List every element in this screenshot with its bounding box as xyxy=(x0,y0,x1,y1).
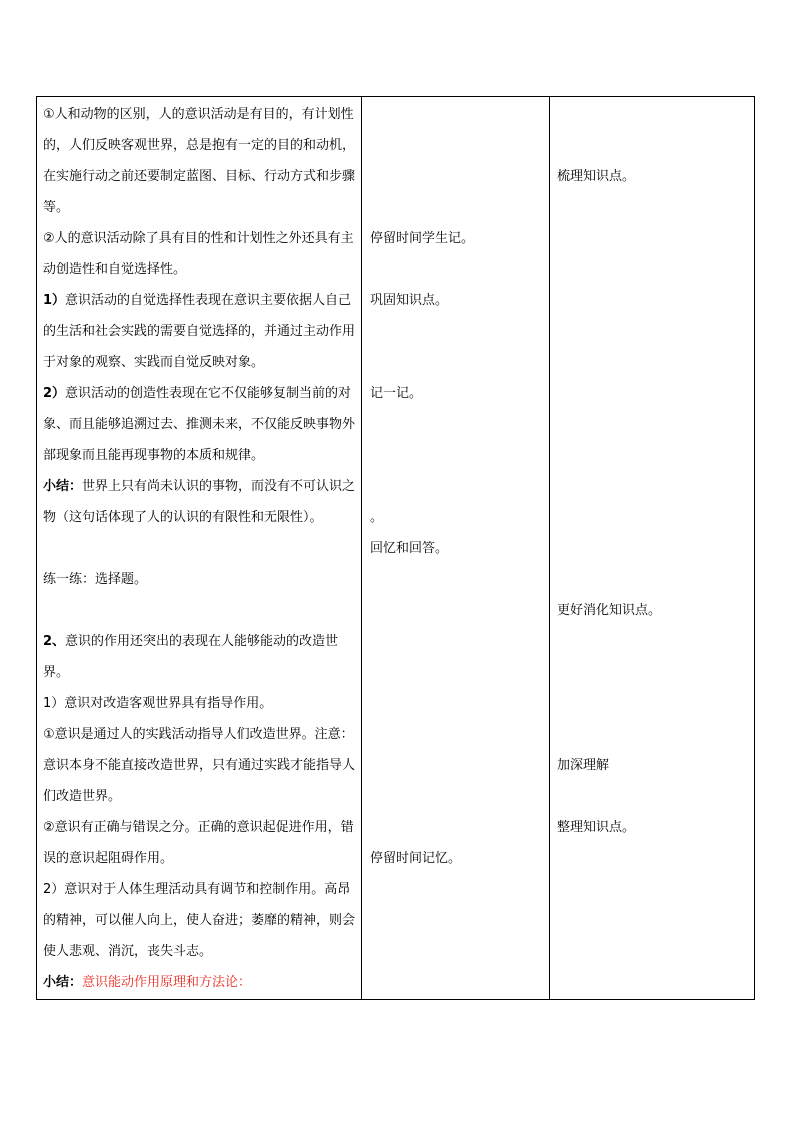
intent-sort-knowledge: 梳理知识点。 xyxy=(557,169,636,184)
summary-label: 小结： xyxy=(43,479,83,494)
paragraph-selectivity xyxy=(43,285,359,378)
item-number: 1） xyxy=(43,293,66,308)
intent-digest-knowledge: 更好消化知识点。 xyxy=(557,603,662,618)
item-number: 2） xyxy=(43,386,66,401)
lesson-plan-table xyxy=(36,96,755,1000)
paragraph-creativity-selectivity: ②人的意识活动除了具有目的性和计划性之外还具有主动创造性和自觉选择性。 xyxy=(43,231,354,277)
paragraph-creativity xyxy=(43,378,359,471)
paragraph-transform-world xyxy=(43,626,359,688)
paragraph-correct-wrong: ②意识有正确与错误之分。正确的意识起促进作用，错误的意识起阻碍作用。 xyxy=(43,820,354,866)
summary-text-red: 意识能动作用原理和方法论： xyxy=(82,975,252,990)
teaching-content-column xyxy=(43,97,359,999)
paragraph-human-animal-difference: ①人和动物的区别，人的意识活动是有目的，有计划性的，人们反映客观世界，总是抱有一定的目的和动机，在实施行动之前还要制定蓝图、目标、行动方式和步骤等。 xyxy=(43,107,356,215)
summary-cognition xyxy=(43,471,359,533)
student-activity-column xyxy=(370,97,546,999)
note-consolidate: 巩固知识点。 xyxy=(370,293,449,308)
intent-deepen-understanding: 加深理解 xyxy=(557,758,610,773)
note-period: 。 xyxy=(370,510,384,525)
summary-methodology xyxy=(43,967,359,998)
column-divider xyxy=(549,97,550,999)
summary-label: 小结： xyxy=(43,975,83,990)
column-divider xyxy=(361,97,362,999)
summary-text: 世界上只有尚未认识的事物，而没有不可认识之物（这句话体现了人的认识的有限性和无限性）。 xyxy=(43,479,356,525)
note-student-record: 停留时间学生记。 xyxy=(370,231,475,246)
paragraph-practice-guidance: ①意识是通过人的实践活动指导人们改造世界。注意：意识本身不能直接改造世界，只有通过实践才能指导人们改造世界。 xyxy=(43,727,356,804)
paragraph-text: 意识活动的创造性表现在它不仅能够复制当前的对象、而且能够追溯过去、推测未来，不仅能反映事物外部现象而且能再现事物的本质和规律。 xyxy=(43,386,356,463)
note-pause-memorize: 停留时间记忆。 xyxy=(370,851,462,866)
intent-organize-knowledge: 整理知识点。 xyxy=(557,820,636,835)
note-recall-answer: 回忆和回答。 xyxy=(370,541,449,556)
exercise-line: 练一练：选择题。 xyxy=(43,572,148,587)
paragraph-physiology: 2）意识对于人体生理活动具有调节和控制作用。高昂的精神，可以催人向上，使人奋进；萎靡的精神，则会使人悲观、消沉，丧失斗志。 xyxy=(43,882,356,959)
paragraph-text: 意识的作用还突出的表现在人能够能动的改造世界。 xyxy=(43,634,339,680)
design-intent-column xyxy=(557,97,747,999)
item-number: 2、 xyxy=(43,634,66,649)
paragraph-text: 意识活动的自觉选择性表现在意识主要依据人自己的生活和社会实践的需要自觉选择的，并通过主动作用于对象的观察、实践而自觉反映对象。 xyxy=(43,293,356,370)
paragraph-guidance: 1）意识对改造客观世界具有指导作用。 xyxy=(43,696,273,711)
note-memorize: 记一记。 xyxy=(370,386,423,401)
